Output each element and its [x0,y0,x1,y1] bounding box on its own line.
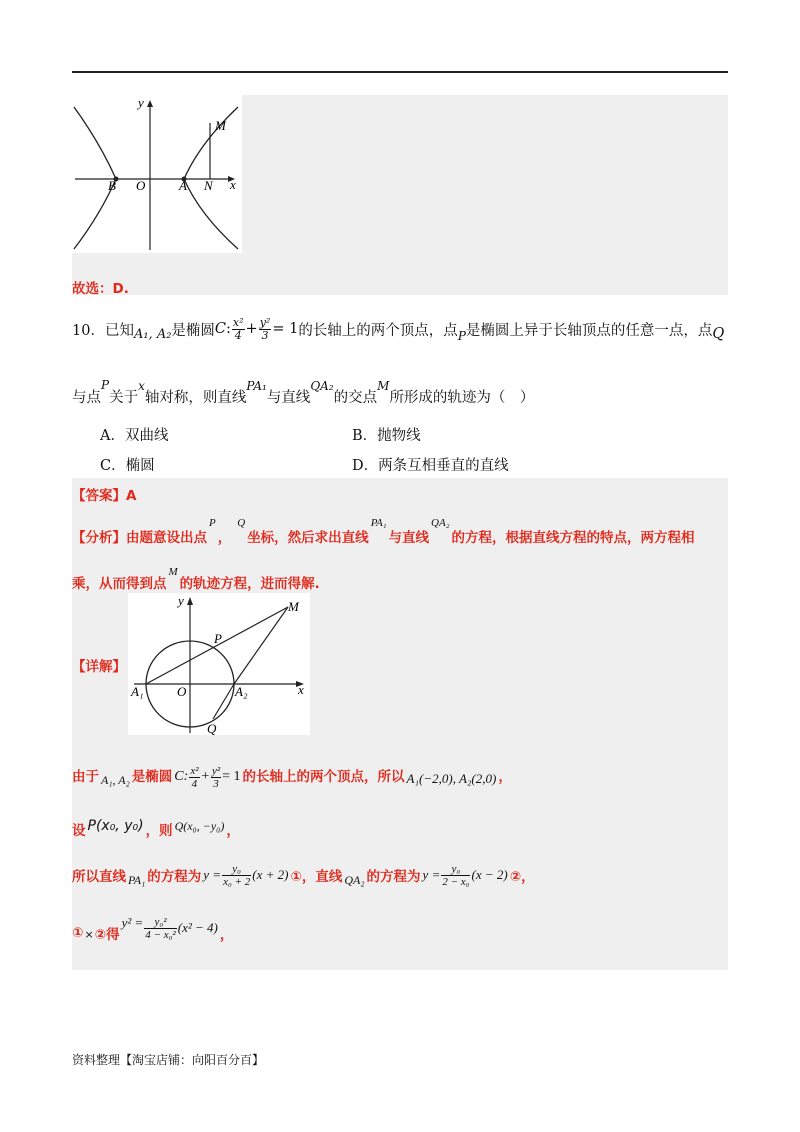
question-text-5: 轴对称，则直线 [144,389,247,406]
plus-sign: + [245,321,258,337]
fig1-o-label: O [136,178,146,193]
vertex-names: A₁, A₂ [133,326,172,342]
option-c[interactable]: C．椭圆 [100,458,155,474]
question-text-8: 所形成的轨迹为（ ） [389,389,535,406]
fig2-p-label: P [214,631,222,646]
fig1-x-label: x [230,177,236,192]
fig1-a-label: A [179,178,187,193]
answer-line: 【答案】A [72,488,137,504]
previous-conclusion: 故选：D. [72,281,129,297]
fig1-y-label: y [138,95,144,110]
analysis-line-1: 【分析】由题意设出点 P ， Q 坐标，然后求出直线 PA₁ 与直线 QA₂ 的方程，根据直线方程的特点，两方程相 [72,517,695,546]
header-rule [72,71,728,73]
equals-one: = 1 [272,321,299,337]
fig2-a2-label: A₂ [235,684,248,699]
option-b[interactable]: B．抛物线 [352,428,421,444]
question-text-6: 与直线 [266,389,311,406]
fig2-a1-label: A₁ [131,684,144,699]
point-p: P [457,329,466,343]
ellipse-text: 是椭圆 [171,322,215,339]
question-text-1: 的长轴上的两个顶点，点 [298,322,458,339]
fig1-n-label: N [204,178,213,193]
footer-source: 资料整理【淘宝店铺：向阳百分百】 [72,1053,265,1067]
option-a[interactable]: A．双曲线 [100,428,169,444]
question-text-4: 关于 [109,389,139,406]
question-number: 10．已知 [72,322,134,339]
question-text-7: 的交点 [333,389,378,406]
ellipse-figure [128,593,310,735]
fig2-q-label: Q [207,721,217,735]
hyperbola-figure [72,95,242,253]
option-d[interactable]: D．两条互相垂直的直线 [352,458,509,474]
fig2-m-label: M [288,599,299,614]
point-m: M [377,379,390,393]
detail-line-3: 所以直线 PA₁ 的方程为 y = $\frac{\text{y₀}}{\text{x₀ + 2}}$ (x + 2) ①，直线 QA₂ 的方程为 y = $\frac{\text{y₀}}{\text{2 − x₀}}$ (x − 2) ②， [72,862,535,888]
axis-x: x [138,379,145,393]
fig2-y-label: y [178,593,184,608]
detail-tag: 【详解】 [72,659,126,675]
detail-line-4: ① × ②得 y² = $\frac{\text{y₀²}}{\text{4 − x₀²}}$ (x² − 4) ， [72,915,234,943]
line-qa2: QA₂ [310,379,334,393]
fraction-y2-3: $\frac{\text{y²}}{3}$ [259,315,271,342]
question-text-2: 是椭圆上异于长轴顶点的任意一点，点 [465,322,713,339]
fraction-x2-4: $\frac{\text{x²}}{4}$ [232,315,244,342]
fig1-m-label: M [215,118,226,133]
question-line-1: 10．已知 A₁, A₂ 是椭圆 C : $\frac{\text{x²}}{4}$ + $\frac{\text{y²}}{3}$ = 1 的长轴上的两个顶点，点 P 是椭圆上异于长轴顶点的任意一点，点 Q [72,315,725,343]
fig2-o-label: O [177,684,187,699]
point-p-2: P [101,378,110,392]
fig1-b-label: B [108,178,116,193]
analysis-line-2: 乘，从而得到点 M 的轨迹方程，进而得解. [72,566,320,592]
line-pa1: PA₁ [246,379,267,393]
detail-line-1: 由于 A₁, A₂ 是椭圆 C : $\frac{\text{x²}}{4}$ + $\frac{\text{y²}}{3}$ = 1 的长轴上的两个顶点，所以 A₁(−2,0), A₂(2,0) ， [72,764,512,790]
question-line-2 [72,374,534,408]
fig2-x-label: x [298,682,304,697]
question-text-3: 与点 [72,389,101,406]
point-q: Q [712,326,725,342]
detail-line-2: 设 P(x₀, y₀) ，则 Q(x₀, −y₀) ， [72,818,240,839]
ellipse-name: C [214,321,227,337]
